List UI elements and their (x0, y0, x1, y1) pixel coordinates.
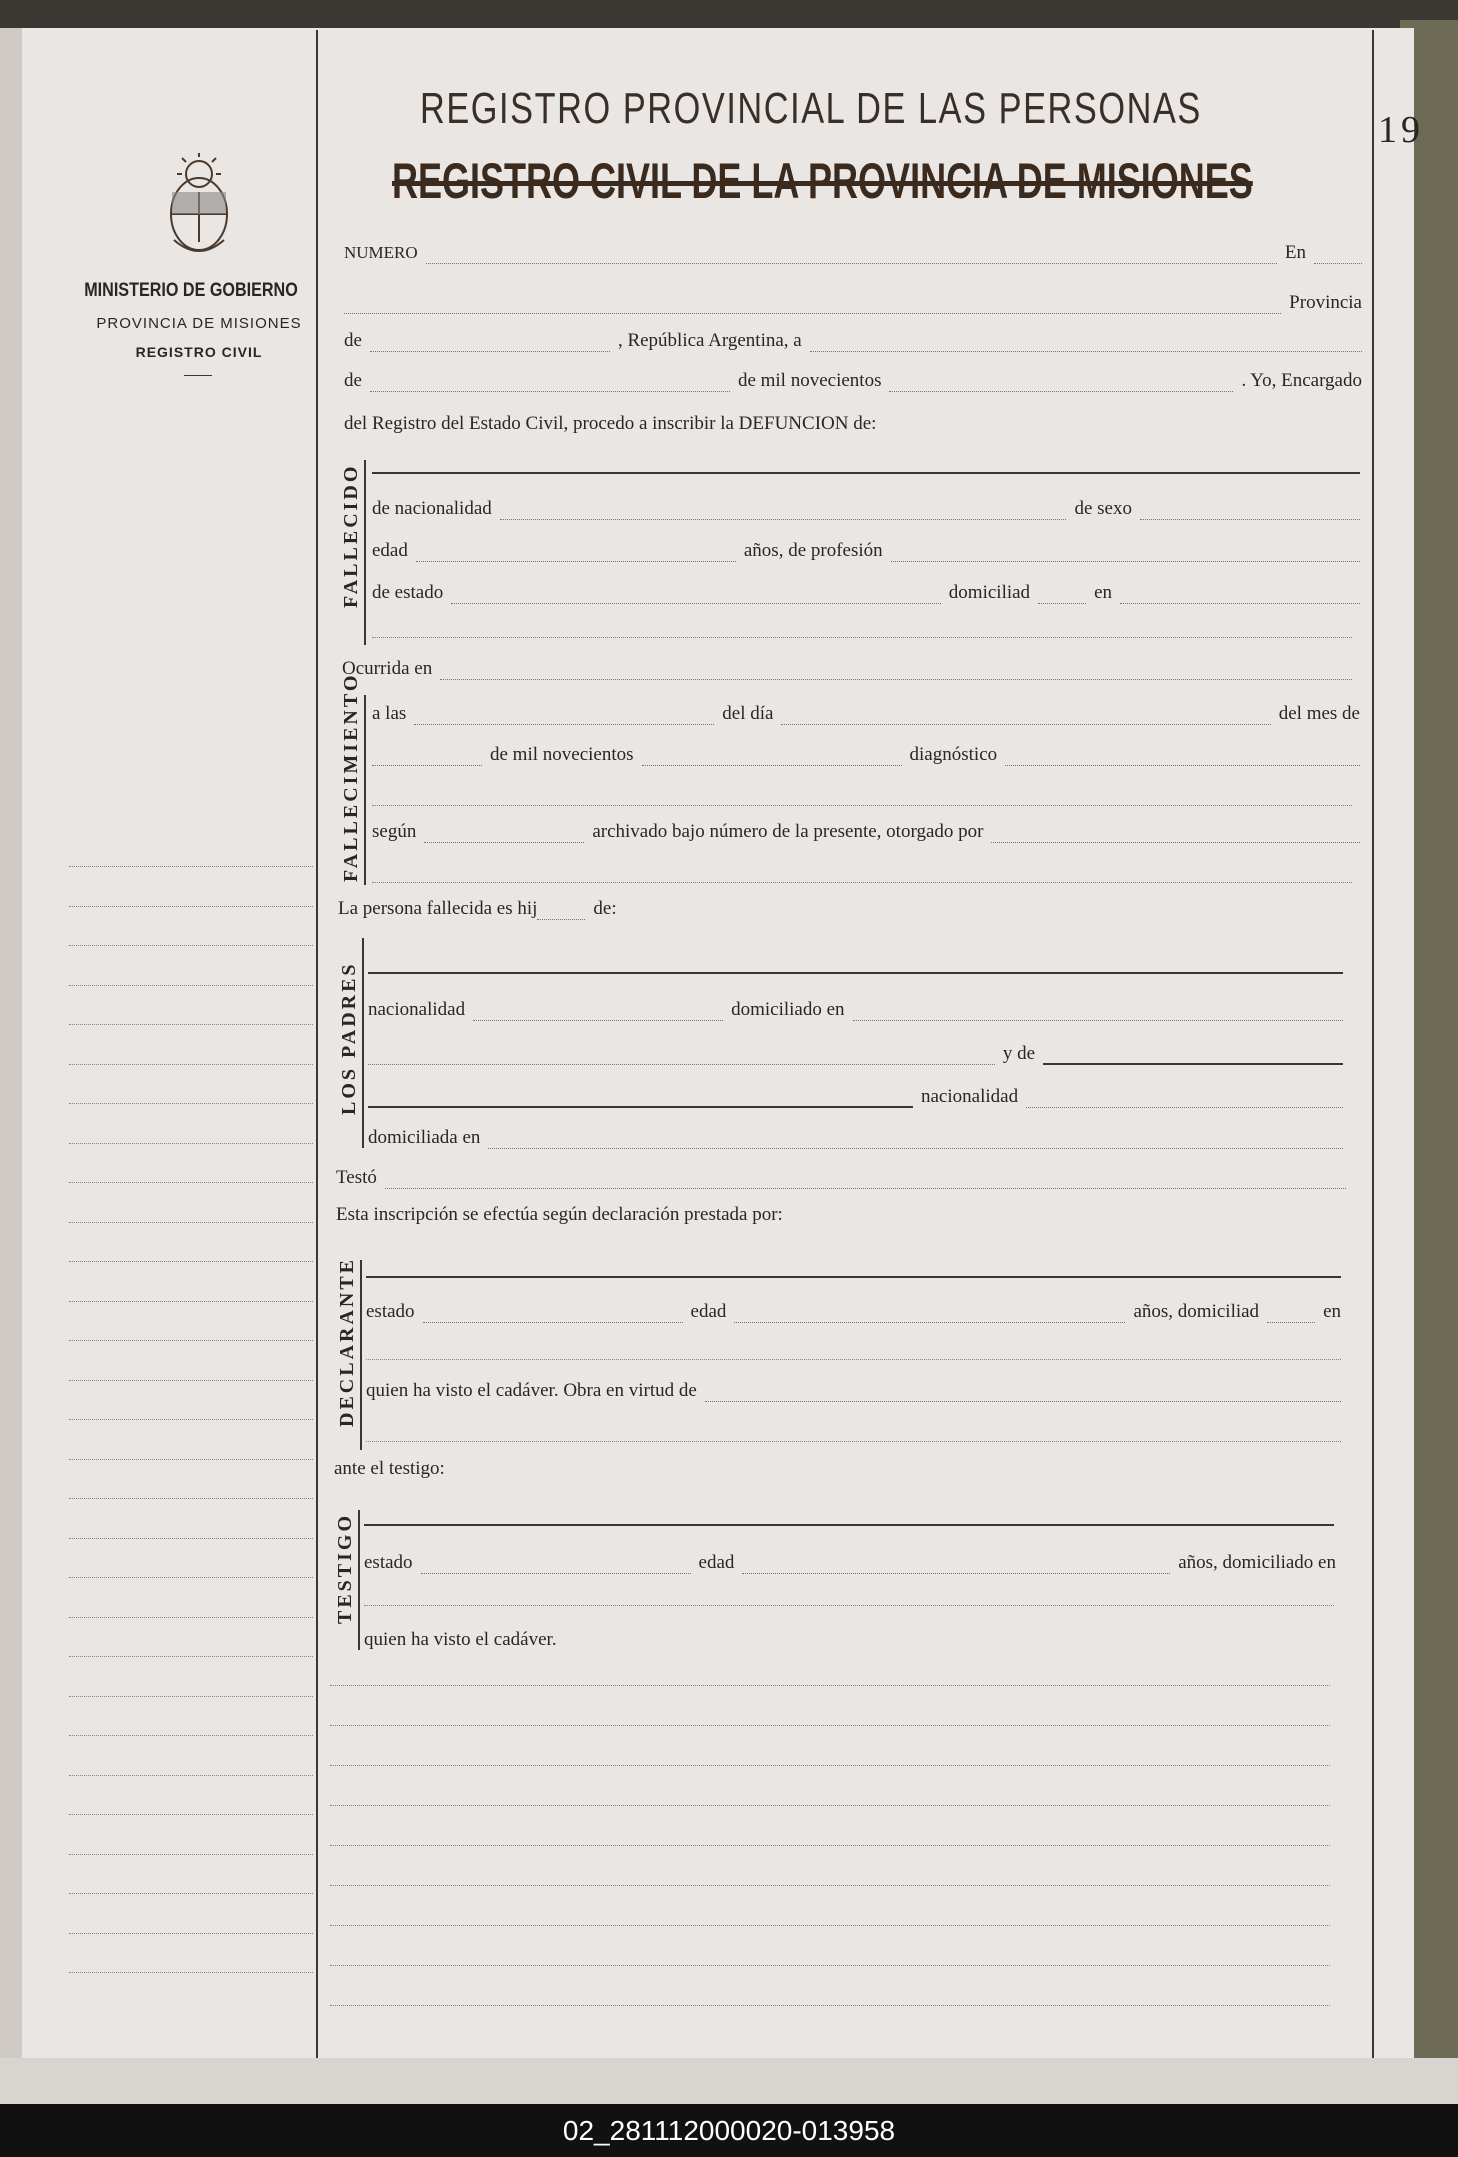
margin-ruled-line[interactable] (69, 1340, 313, 1341)
margin-ruled-line[interactable] (69, 1972, 313, 1973)
remarks-ruled-line[interactable] (330, 1685, 1330, 1686)
row-ante (334, 1458, 934, 1480)
mother-address-field[interactable] (488, 1135, 1343, 1149)
margin-ruled-line[interactable] (69, 1775, 313, 1776)
gender-suffix-field[interactable] (1038, 590, 1086, 604)
address-field[interactable] (1120, 590, 1360, 604)
label-ante-el-testigo: ante el testigo: (334, 1458, 445, 1479)
declarant-status-field[interactable] (423, 1309, 683, 1323)
label-domiciliado-en: domiciliado en (731, 999, 845, 1020)
row-declarante-estado (366, 1301, 1341, 1323)
label-estado: de estado (372, 582, 444, 603)
label-domiciliado-en: años, domiciliado en (1178, 1552, 1336, 1573)
row-inscripcion (336, 1204, 1346, 1226)
label-ocurrida: Ocurrida en (342, 658, 433, 679)
label-domiciliada-en: domiciliada en (368, 1127, 481, 1148)
margin-ruled-line[interactable] (69, 1814, 313, 1815)
margin-ruled-line[interactable] (69, 1301, 313, 1302)
row-persona (338, 898, 838, 920)
father-address-field[interactable] (853, 1007, 1343, 1021)
row-republica (344, 330, 1362, 352)
profession-field[interactable] (891, 548, 1360, 562)
label-mil-novecientos: de mil novecientos (737, 370, 882, 391)
mother-nationality-field[interactable] (1026, 1094, 1343, 1108)
margin-ruled-line[interactable] (69, 1024, 313, 1025)
month-of-death-field[interactable] (372, 752, 482, 766)
margin-ruled-line[interactable] (69, 945, 313, 946)
year-field[interactable] (889, 378, 1233, 392)
label-quien-ha-visto: quien ha visto el cadáver. (364, 1629, 557, 1650)
en-field[interactable] (1314, 250, 1362, 264)
margin-ruled-line[interactable] (69, 866, 313, 867)
row-padre (368, 999, 1343, 1021)
father-address-continued-field[interactable] (368, 1051, 995, 1065)
row-ocurrida (342, 658, 1352, 680)
row-y-de (368, 1043, 1343, 1065)
father-name-field[interactable] (368, 972, 1343, 974)
issued-by-continued-field[interactable] (372, 882, 1352, 883)
deceased-name-field[interactable] (372, 472, 1360, 474)
row-estado (372, 582, 1360, 604)
margin-ruled-line[interactable] (69, 1577, 313, 1578)
label-en: En (1284, 242, 1306, 263)
declarant-age-field[interactable] (734, 1309, 1125, 1323)
page-number: 19 (1378, 109, 1424, 151)
label-domiciliad: domiciliad (948, 582, 1031, 603)
age-field[interactable] (416, 548, 736, 562)
mother-name-continued-field[interactable] (368, 1094, 913, 1108)
remarks-ruled-line[interactable] (330, 1965, 1330, 1966)
authority-continued-field[interactable] (366, 1441, 1341, 1442)
label-edad: edad (372, 540, 408, 561)
will-field[interactable] (385, 1175, 1346, 1189)
label-edad: edad (698, 1552, 735, 1573)
margin-ruled-line[interactable] (69, 985, 313, 986)
margin-ruled-line[interactable] (69, 1933, 313, 1934)
numero-field[interactable] (426, 250, 1277, 264)
sex-field[interactable] (1140, 506, 1360, 520)
declarant-name-field[interactable] (366, 1276, 1341, 1278)
diagnosis-field[interactable] (1005, 752, 1360, 766)
margin-ruled-line[interactable] (69, 1419, 313, 1420)
label-nacionalidad: nacionalidad (921, 1086, 1019, 1107)
bracket (360, 1260, 362, 1450)
certificate-field[interactable] (424, 829, 584, 843)
row-edad (372, 540, 1360, 562)
nationality-field[interactable] (500, 506, 1067, 520)
margin-ruled-line[interactable] (69, 1617, 313, 1618)
margin-ruled-line[interactable] (69, 1893, 313, 1894)
year-of-death-field[interactable] (642, 752, 902, 766)
margin-divider (316, 30, 318, 2058)
margin-ruled-line[interactable] (69, 1459, 313, 1460)
row-testigo-quien (364, 1629, 964, 1651)
label-a-las: a las (372, 703, 407, 724)
divider (184, 375, 212, 376)
label-estado: estado (366, 1301, 415, 1322)
remarks-ruled-line[interactable] (330, 1725, 1330, 1726)
label-profesion: años, de profesión (743, 540, 883, 561)
label-de: de (344, 330, 362, 351)
ministry-heading: MINISTERIO DE GOBIERNO (84, 280, 298, 301)
label-del-mes: del mes de (1278, 703, 1360, 724)
row-testo (336, 1167, 1346, 1189)
section-label-declarante: DECLARANTE (336, 1256, 358, 1427)
gender-suffix-field[interactable] (1267, 1309, 1315, 1323)
row-nacionalidad (372, 498, 1360, 520)
row-madre (368, 1086, 1343, 1108)
row-numero (344, 242, 1362, 264)
label-archivado: archivado bajo número de la presente, otorgado por (592, 821, 984, 842)
civil-status-field[interactable] (451, 590, 941, 604)
margin-ruled-line[interactable] (69, 1064, 313, 1065)
label-y-de: y de (1002, 1043, 1035, 1064)
remarks-ruled-line[interactable] (330, 1765, 1330, 1766)
time-field[interactable] (414, 711, 714, 725)
declarant-address-field[interactable] (366, 1359, 1341, 1360)
remarks-ruled-line[interactable] (330, 1805, 1330, 1806)
label-en: en (1323, 1301, 1341, 1322)
label-del-dia: del día (722, 703, 774, 724)
label-sexo: de sexo (1074, 498, 1132, 519)
margin-ruled-line[interactable] (69, 1222, 313, 1223)
gender-suffix-field[interactable] (537, 906, 585, 920)
address-continued-field[interactable] (372, 637, 1352, 638)
bracket (364, 695, 366, 885)
margin-ruled-line[interactable] (69, 1182, 313, 1183)
mother-name-field[interactable] (1043, 1051, 1343, 1065)
witness-age-field[interactable] (742, 1560, 1170, 1574)
section-label-testigo: TESTIGO (334, 1512, 356, 1624)
label-nacionalidad: de nacionalidad (372, 498, 492, 519)
witness-address-field[interactable] (364, 1605, 1334, 1606)
label-domiciliad: años, domiciliad (1133, 1301, 1260, 1322)
remarks-ruled-line[interactable] (330, 1845, 1330, 1846)
margin-ruled-line[interactable] (69, 906, 313, 907)
row-intro (344, 413, 1362, 435)
intro-text: del Registro del Estado Civil, procedo a inscribir la DEFUNCION de: (344, 413, 877, 434)
registry-heading: REGISTRO CIVIL (135, 344, 263, 360)
section-label-fallecido: FALLECIDO (340, 463, 362, 608)
right-border (1372, 30, 1374, 2058)
row-segun (372, 821, 1360, 843)
margin-ruled-line[interactable] (69, 1261, 313, 1262)
label-de: de: (593, 898, 617, 919)
day-field[interactable] (781, 711, 1270, 725)
label-diagnostico: diagnóstico (909, 744, 998, 765)
margin-ruled-line[interactable] (69, 1103, 313, 1104)
row-declarante-quien (366, 1380, 1341, 1402)
margin-ruled-line[interactable] (69, 1656, 313, 1657)
label-provincia: Provincia (1289, 292, 1362, 313)
witness-status-field[interactable] (421, 1560, 691, 1574)
month-field[interactable] (370, 378, 730, 392)
label-nacionalidad: nacionalidad (368, 999, 466, 1020)
diagnosis-continued-field[interactable] (372, 805, 1352, 806)
bottom-strip (0, 2058, 1458, 2104)
remarks-ruled-line[interactable] (330, 1925, 1330, 1926)
witness-name-field[interactable] (364, 1524, 1334, 1526)
label-numero: NUMERO (344, 243, 418, 262)
margin-ruled-line[interactable] (69, 1696, 313, 1697)
label-testo: Testó (336, 1167, 377, 1188)
margin-ruled-line[interactable] (69, 1498, 313, 1499)
place-field[interactable] (344, 300, 1281, 314)
margin-ruled-line[interactable] (69, 1538, 313, 1539)
row-domiciliada (368, 1127, 1343, 1149)
place-of-death-field[interactable] (440, 666, 1352, 680)
label-mil-novecientos: de mil novecientos (490, 744, 634, 765)
father-nationality-field[interactable] (473, 1007, 723, 1021)
margin-ruled-line[interactable] (69, 1143, 313, 1144)
row-testigo-estado (364, 1552, 1336, 1574)
margin-ruled-line[interactable] (69, 1854, 313, 1855)
bracket (362, 938, 364, 1148)
section-label-fallecimiento: FALLECIMIENTO (340, 672, 362, 882)
label-estado: estado (364, 1552, 413, 1573)
section-label-los-padres: LOS PADRES (338, 961, 360, 1115)
struck-title-registro-civil: REGISTRO CIVIL DE LA PROVINCIA DE MISIONES (392, 153, 1253, 209)
label-de: de (344, 370, 362, 391)
title-registro-provincial: REGISTRO PROVINCIAL DE LAS PERSONAS (420, 84, 1202, 133)
authority-field[interactable] (705, 1388, 1341, 1402)
row-diagnostico (372, 744, 1360, 766)
row-provincia (344, 292, 1362, 314)
label-en: en (1094, 582, 1112, 603)
bracket (364, 460, 366, 645)
province-field[interactable] (370, 338, 610, 352)
issued-by-field[interactable] (991, 829, 1360, 843)
top-band (0, 0, 1458, 30)
margin-ruled-line[interactable] (69, 1380, 313, 1381)
row-year (344, 370, 1362, 392)
date-day-field[interactable] (810, 338, 1362, 352)
argentina-coat-of-arms-icon (160, 152, 238, 262)
label-quien-ha-visto: quien ha visto el cadáver. Obra en virtud de (366, 1380, 697, 1401)
label-republica: , República Argentina, a (617, 330, 802, 351)
row-hora (372, 703, 1360, 725)
province-heading: PROVINCIA DE MISIONES (96, 315, 302, 332)
label-segun: según (372, 821, 417, 842)
margin-ruled-line[interactable] (69, 1735, 313, 1736)
label-edad: edad (690, 1301, 727, 1322)
page-edge (0, 28, 24, 2058)
bracket (358, 1510, 360, 1650)
image-id-footer: 02_281112000020-013958 (0, 2104, 1458, 2157)
label-yo-encargado: . Yo, Encargado (1241, 370, 1362, 391)
label-inscripcion: Esta inscripción se efectúa según declaración prestada por: (336, 1204, 783, 1225)
remarks-ruled-line[interactable] (330, 2005, 1330, 2006)
label-persona-fallecida: La persona fallecida es hij (338, 898, 538, 919)
remarks-ruled-line[interactable] (330, 1885, 1330, 1886)
